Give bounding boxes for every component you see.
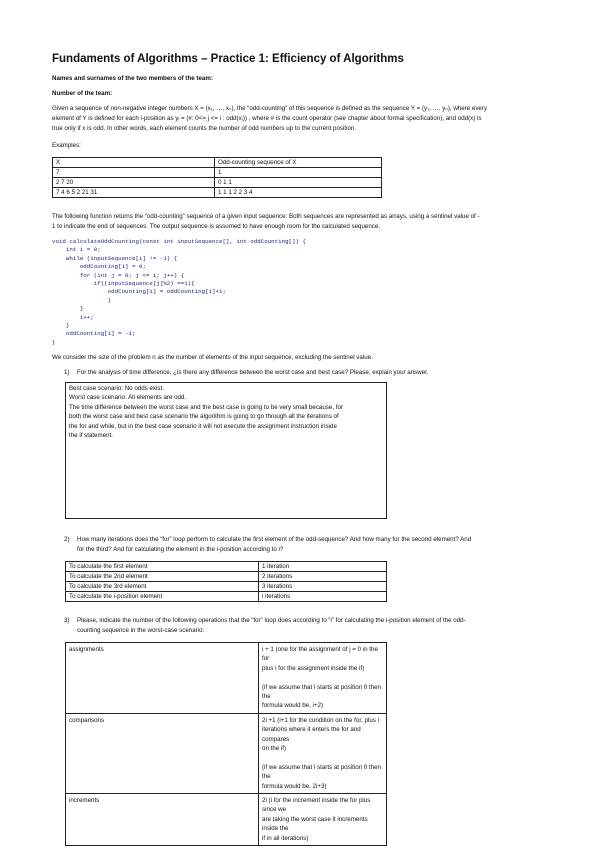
table-row bbox=[66, 592, 387, 602]
table-row bbox=[53, 178, 382, 188]
cell-line: (if we assume that i starts at position 0 then the bbox=[262, 763, 381, 781]
page-title: Fundaments of Algorithms – Practice 1: Efficiency of Algorithms bbox=[52, 53, 404, 65]
table-row bbox=[66, 562, 387, 572]
code-line: for (int j = 0; j <= i; j++) { bbox=[52, 271, 185, 279]
examples-table bbox=[52, 157, 382, 198]
table-header-cell: Odd-counting sequence of X bbox=[215, 158, 382, 168]
intro-line: Given a sequence of non-negative integer numbers X = (x₁, …, xₙ), the “odd-counting” of this sequence is defined as the sequence Y = (y₁, …, yₙ), where every bbox=[52, 105, 488, 112]
question-text-line: counting sequence in the worst-case scenario: bbox=[77, 627, 205, 634]
cell-line: formula would be, i+2) bbox=[262, 702, 324, 710]
table-cell: 7 bbox=[53, 168, 215, 178]
question-3 bbox=[64, 616, 550, 636]
table-cell: assignments bbox=[66, 643, 259, 714]
table-cell[interactable]: 3 iterations bbox=[259, 582, 387, 592]
table-cell[interactable]: 2 iterations bbox=[259, 572, 387, 582]
question-number: 2) bbox=[64, 536, 70, 543]
cell-line: 2i +1 (i+1 for the condition on the for, plus i bbox=[262, 716, 379, 724]
answer-line: The time difference between the worst case and the best case is going to be very small because, for bbox=[69, 403, 344, 411]
table-row bbox=[66, 643, 387, 714]
cell-spacer bbox=[262, 673, 383, 682]
table-cell: 1 bbox=[215, 168, 382, 178]
table-row bbox=[53, 168, 382, 178]
cell-line: i + 1 (one for the assignment of j = 0 in the for bbox=[262, 646, 378, 663]
code-line: oddCounting[i] = -1; bbox=[52, 330, 136, 338]
table-header-row bbox=[53, 158, 382, 168]
names-label: Names and surnames of the two members of the team: bbox=[52, 75, 213, 82]
operations-table bbox=[65, 642, 387, 846]
question-2 bbox=[64, 535, 550, 555]
table-header-cell: X bbox=[53, 158, 215, 168]
table-cell: comparisons bbox=[66, 713, 259, 793]
question-text-line: How many iterations does the “for” loop perform to calculate the first element of the odd-sequence? And how many for the second element? And bbox=[77, 536, 472, 543]
cell-line: if in all iterations) bbox=[262, 834, 309, 842]
answer-line: the if statement. bbox=[69, 432, 114, 440]
question-text-line: for the third? And for calculating the element in the i-position according to i? bbox=[77, 546, 284, 553]
question-number: 1) bbox=[64, 369, 70, 376]
answer-line: the for and while, but in the best case scenario it will not execute the assignment instruction inside bbox=[69, 422, 337, 430]
table-cell: 1 1 1 2 2 3 4 bbox=[215, 188, 382, 198]
table-row bbox=[66, 572, 387, 582]
code-line: if((inputSequence[j]%2) ==1){ bbox=[52, 280, 195, 288]
table-row bbox=[66, 794, 387, 846]
cell-line: plus i for the assignment inside the if) bbox=[262, 664, 365, 672]
table-row bbox=[66, 582, 387, 592]
function-intro-line: The following function returns the “odd-counting” sequence of a given input sequence. Both sequences are represented as arrays, using a sentinel value of - bbox=[52, 213, 480, 220]
code-line: while (inputSequence[i] != -1) { bbox=[52, 254, 178, 262]
table-cell: To calculate the i-position element bbox=[66, 592, 259, 602]
table-cell[interactable]: i iterations bbox=[259, 592, 387, 602]
code-line: void calculateOddCounting(const int inputSequence[], int oddCounting[]) { bbox=[52, 238, 306, 245]
intro-line: true only if x is odd. In other words, each element counts the number of odd numbers up to the current position. bbox=[52, 125, 357, 133]
answer-box-q1[interactable] bbox=[65, 382, 387, 519]
team-label: Number of the team: bbox=[52, 90, 113, 97]
code-line: i++; bbox=[52, 313, 94, 321]
table-cell[interactable] bbox=[259, 643, 387, 714]
cell-line: on the if) bbox=[262, 745, 287, 753]
cell-line: are taking the worst case it increments inside the bbox=[262, 815, 368, 833]
table-cell: To calculate the first element bbox=[66, 562, 259, 572]
table-cell: To calculate the 2nd element bbox=[66, 572, 259, 582]
cell-spacer bbox=[262, 753, 383, 762]
cell-line: (if we assume that i starts at position 0 then the bbox=[262, 683, 381, 701]
question-text-line: Please, indicate the number of the following operations that the “for” loop does according to “i” for calculating the i-position element of the odd- bbox=[77, 617, 466, 624]
code-line: } bbox=[52, 305, 84, 313]
code-line: oddCounting[i] = 0; bbox=[52, 263, 146, 271]
table-row bbox=[53, 188, 382, 198]
table-cell: 0 1 1 bbox=[215, 178, 382, 188]
function-intro bbox=[52, 212, 552, 232]
question-1 bbox=[64, 368, 550, 378]
iterations-table bbox=[65, 561, 387, 602]
question-number: 3) bbox=[64, 617, 70, 624]
cell-line: 2i (i for the increment inside the for plus since we bbox=[262, 797, 371, 814]
answer-line: Best case scenario: No odds exist. bbox=[69, 385, 164, 392]
code-line: oddCounting[i] = oddCounting[i]+1; bbox=[52, 288, 226, 296]
answer-line: both the worst case and best case scenario the algorithm is going to go through all the iterations of bbox=[69, 413, 339, 421]
problem-size-text: We consider the size of the problem n as the number of elements of the input sequence, excluding the sentinel value. bbox=[52, 354, 373, 361]
cell-line: formula would be, 2i+3) bbox=[262, 782, 327, 790]
code-block bbox=[52, 238, 306, 347]
table-cell[interactable] bbox=[259, 713, 387, 793]
function-intro-line: 1 to indicate the end of sequences. The output sequence is assumed to have enough room for the calculated sequence. bbox=[52, 223, 381, 231]
code-line: } bbox=[52, 338, 56, 346]
question-text: For the analysis of time difference, ¿is there any difference between the worst case and best case? Please, explain your answer. bbox=[77, 369, 429, 376]
intro-paragraph bbox=[52, 104, 552, 135]
table-cell[interactable]: 1 iteration bbox=[259, 562, 387, 572]
table-cell: 2 7 20 bbox=[53, 178, 215, 188]
examples-label: Examples: bbox=[52, 142, 81, 149]
table-row bbox=[66, 713, 387, 793]
code-line: int i = 0; bbox=[52, 246, 101, 254]
answer-line: Worst case scenario: All elements are odd. bbox=[69, 394, 187, 402]
intro-line: element of Y is defined for each i-position as yᵢ = (#: 0<= j <= i : odd(xⱼ)) , where # is the count operator (see chapter about formal specification), and odd(x) is bbox=[52, 115, 482, 123]
code-line: } bbox=[52, 322, 70, 330]
code-line: } bbox=[52, 296, 112, 304]
table-cell[interactable] bbox=[259, 794, 387, 846]
table-cell: To calculate the 3rd element bbox=[66, 582, 259, 592]
cell-line: iterations where it enters the for and compares bbox=[262, 726, 361, 743]
table-cell: increments bbox=[66, 794, 259, 846]
table-cell: 7 4 6 5 2 21 31 bbox=[53, 188, 215, 198]
